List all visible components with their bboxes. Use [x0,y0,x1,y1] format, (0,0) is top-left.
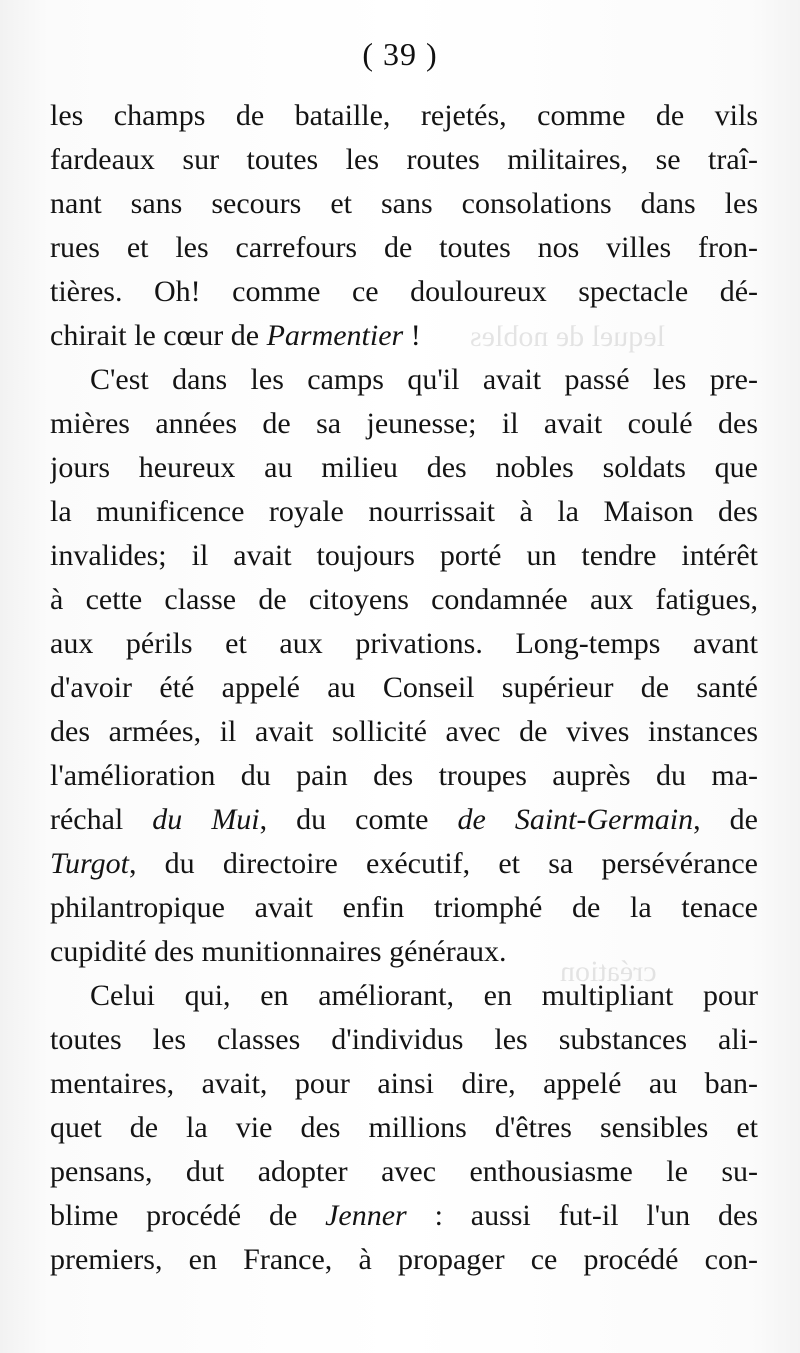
text-run: blime procédé de [50,1199,326,1232]
text-line [50,842,758,886]
text-run: chirait le cœur de [50,319,267,352]
italic-name: de Saint-Germain [457,803,694,836]
page-number: ( 39 ) [362,36,438,72]
text-line: à cette classe de citoyens condamnée aux fatigues, [50,583,758,616]
text-line: Celui qui, en améliorant, en multipliant pour [90,979,758,1012]
text-line: l'amélioration du pain des troupes auprès du ma- [50,759,758,792]
text-run: réchal [50,803,153,836]
text-line: jours heureux au milieu des nobles soldats que [50,451,758,484]
text-run: , de [693,803,758,836]
text-line [50,798,758,842]
text-line: C'est dans les camps qu'il avait passé les pre- [90,363,758,396]
italic-name: Turgot [50,847,129,880]
italic-name: Parmentier [266,319,404,352]
text-line: pensans, dut adopter avec enthousiasme le su- [50,1155,758,1188]
text-line: aux périls et aux privations. Long-temps avant [50,627,758,660]
text-line: mentaires, avait, pour ainsi dire, appelé au ban- [50,1067,758,1100]
text-run: ! [403,319,421,352]
bleed-through-text: création [560,955,657,988]
text-line: la munificence royale nourrissait à la Maison des [50,495,758,528]
text-line: d'avoir été appelé au Conseil supérieur de santé [50,671,758,704]
text-line: philantropique avait enfin triomphé de la tenace [50,891,758,924]
text-line: mières années de sa jeunesse; il avait coulé des [50,407,758,440]
text-line: invalides; il avait toujours porté un tendre intérêt [50,539,758,572]
italic-name: du Mui [152,803,260,836]
italic-name: Jenner [325,1199,407,1232]
text-line: quet de la vie des millions d'êtres sensibles et [50,1111,758,1144]
text-line: les champs de bataille, rejetés, comme de vils [50,99,758,132]
text-line: premiers, en France, à propager ce procédé con- [50,1243,758,1276]
text-run: , du directoire exécutif, et sa persévérance [128,847,758,880]
text-line: tières. Oh! comme ce douloureux spectacle dé- [50,275,758,308]
text-line: fardeaux sur toutes les routes militaires, se traî- [50,143,758,176]
text-line: toutes les classes d'individus les substances ali- [50,1023,758,1056]
text-run: : aussi fut-il l'un des [406,1199,758,1232]
bleed-through-text: lequel de nobles [470,320,665,353]
text-line [50,314,758,358]
text-line: rues et les carrefours de toutes nos villes fron- [50,231,758,264]
text-line: des armées, il avait sollicité avec de vives instances [50,715,758,748]
text-run: , du comte [259,803,458,836]
body-text [50,94,758,1282]
text-line: nant sans secours et sans consolations dans les [50,187,758,220]
text-line: cupidité des munitionnaires généraux. [50,935,507,968]
text-line [50,1194,758,1238]
